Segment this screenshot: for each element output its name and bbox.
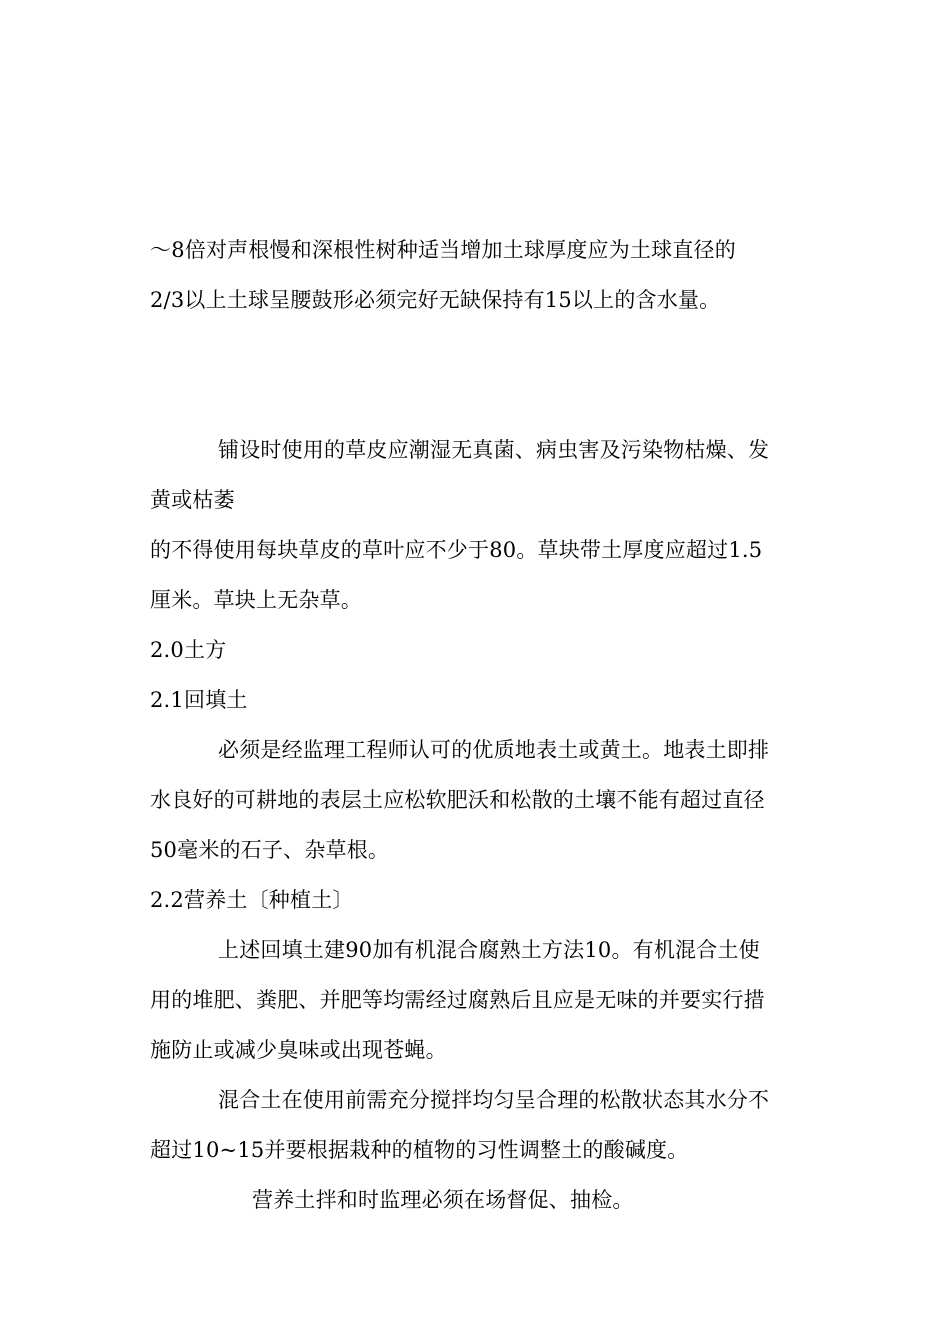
paragraph-line: 2/3以上土球呈腰鼓形必须完好无缺保持有15以上的含水量。 — [150, 288, 721, 312]
paragraph-line: 营养土拌和时监理必须在场督促、抽检。 — [252, 1188, 634, 1212]
section-heading: 2.0土方 — [150, 638, 227, 662]
paragraph-line: 50毫米的石子、杂草根。 — [150, 838, 390, 862]
paragraph-line: 水良好的可耕地的表层土应松软肥沃和松散的土壤不能有超过直径 — [150, 788, 765, 812]
paragraph-line: 厘米。草块上无杂草。 — [150, 588, 362, 612]
paragraph-line: 铺设时使用的草皮应潮湿无真菌、病虫害及污染物枯燥、发 — [218, 438, 770, 462]
paragraph-line: ～8倍对声根慢和深根性树种适当增加土球厚度应为土球直径的 — [150, 238, 736, 262]
paragraph-line: 黄或枯萎 — [150, 488, 235, 512]
subsection-heading: 2.1回填土 — [150, 688, 248, 712]
paragraph-line: 混合土在使用前需充分搅拌均匀呈合理的松散状态其水分不 — [218, 1088, 770, 1112]
paragraph-line: 用的堆肥、粪肥、并肥等均需经过腐熟后且应是无味的并要实行措 — [150, 988, 765, 1012]
paragraph-line: 上述回填土建90加有机混合腐熟土方法10。有机混合土使 — [218, 938, 760, 962]
subsection-heading: 2.2营养土〔种植土〕 — [150, 888, 354, 912]
paragraph-line: 施防止或减少臭味或出现苍蝇。 — [150, 1038, 447, 1062]
paragraph-line: 必须是经监理工程师认可的优质地表土或黄土。地表土即排 — [218, 738, 770, 762]
paragraph-line: 超过10~15并要根据栽种的植物的习性调整土的酸碱度。 — [150, 1138, 689, 1162]
paragraph-line: 的不得使用每块草皮的草叶应不少于80。草块带土厚度应超过1.5 — [150, 538, 763, 562]
